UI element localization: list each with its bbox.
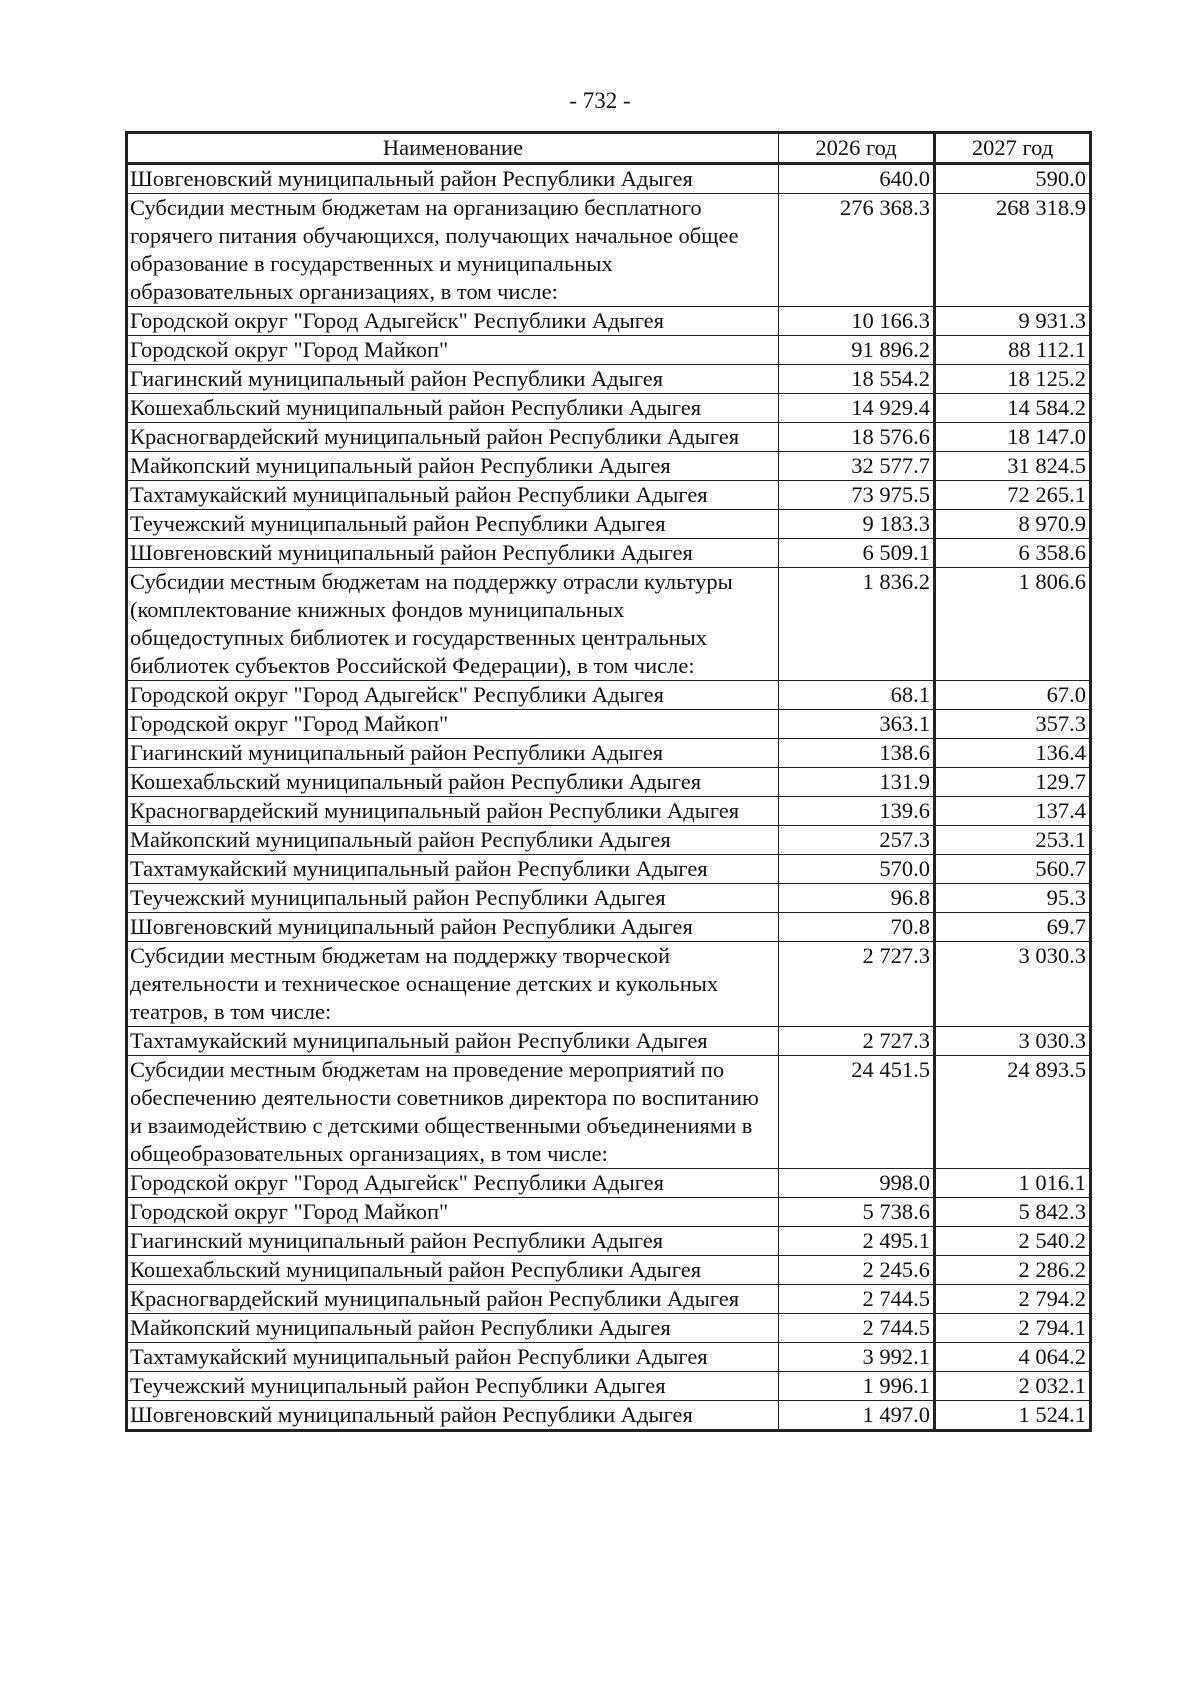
row-value-2027: 95.3 <box>935 884 1091 913</box>
row-name: Городской округ "Город Адыгейск" Республики Адыгея <box>127 1169 779 1198</box>
row-name: Майкопский муниципальный район Республики Адыгея <box>127 452 779 481</box>
row-value-2026: 998.0 <box>779 1169 935 1198</box>
table-row <box>127 1056 1091 1169</box>
row-value-2026: 2 744.5 <box>779 1314 935 1343</box>
row-value-2027: 8 970.9 <box>935 510 1091 539</box>
row-value-2027: 136.4 <box>935 739 1091 768</box>
table-row <box>127 1256 1091 1285</box>
table-row <box>127 539 1091 568</box>
row-value-2026: 9 183.3 <box>779 510 935 539</box>
table-row <box>127 394 1091 423</box>
row-name: Субсидии местным бюджетам на поддержку творческой деятельности и техническое оснащение детских и кукольных театров, в том числе: <box>127 942 779 1027</box>
row-name: Теучежский муниципальный район Республики Адыгея <box>127 1372 779 1401</box>
row-value-2026: 640.0 <box>779 164 935 194</box>
table-row <box>127 1314 1091 1343</box>
row-name: Кошехабльский муниципальный район Республики Адыгея <box>127 768 779 797</box>
row-value-2027: 357.3 <box>935 710 1091 739</box>
row-value-2026: 2 495.1 <box>779 1227 935 1256</box>
row-value-2026: 6 509.1 <box>779 539 935 568</box>
table-row <box>127 797 1091 826</box>
row-name: Шовгеновский муниципальный район Республики Адыгея <box>127 913 779 942</box>
row-name: Субсидии местным бюджетам на проведение мероприятий по обеспечению деятельности советников директора по воспитанию и взаимодействию с детскими общественными объединениями в общеобразовательных организациях, в том числе: <box>127 1056 779 1169</box>
row-name: Тахтамукайский муниципальный район Республики Адыгея <box>127 481 779 510</box>
row-name: Гиагинский муниципальный район Республики Адыгея <box>127 739 779 768</box>
row-value-2027: 2 286.2 <box>935 1256 1091 1285</box>
row-value-2027: 2 794.2 <box>935 1285 1091 1314</box>
row-value-2026: 70.8 <box>779 913 935 942</box>
row-value-2027: 88 112.1 <box>935 336 1091 365</box>
row-value-2027: 3 030.3 <box>935 1027 1091 1056</box>
row-value-2027: 14 584.2 <box>935 394 1091 423</box>
row-name: Городской округ "Город Адыгейск" Республики Адыгея <box>127 681 779 710</box>
row-value-2027: 2 794.1 <box>935 1314 1091 1343</box>
header-year-2027: 2027 год <box>935 133 1091 164</box>
table-row <box>127 710 1091 739</box>
row-value-2026: 14 929.4 <box>779 394 935 423</box>
row-value-2027: 18 147.0 <box>935 423 1091 452</box>
table-row <box>127 739 1091 768</box>
row-value-2027: 18 125.2 <box>935 365 1091 394</box>
row-value-2026: 18 576.6 <box>779 423 935 452</box>
row-name: Городской округ "Город Майкоп" <box>127 1198 779 1227</box>
row-value-2027: 31 824.5 <box>935 452 1091 481</box>
row-value-2027: 67.0 <box>935 681 1091 710</box>
table-row <box>127 336 1091 365</box>
row-value-2026: 1 996.1 <box>779 1372 935 1401</box>
header-row <box>127 133 1091 164</box>
row-value-2026: 24 451.5 <box>779 1056 935 1169</box>
row-value-2026: 2 727.3 <box>779 942 935 1027</box>
row-name: Кошехабльский муниципальный район Республики Адыгея <box>127 394 779 423</box>
row-value-2027: 590.0 <box>935 164 1091 194</box>
row-value-2027: 268 318.9 <box>935 194 1091 307</box>
row-name: Майкопский муниципальный район Республики Адыгея <box>127 1314 779 1343</box>
row-value-2027: 2 032.1 <box>935 1372 1091 1401</box>
row-name: Майкопский муниципальный район Республики Адыгея <box>127 826 779 855</box>
row-value-2026: 1 497.0 <box>779 1401 935 1431</box>
row-value-2026: 73 975.5 <box>779 481 935 510</box>
row-value-2026: 96.8 <box>779 884 935 913</box>
row-value-2026: 2 727.3 <box>779 1027 935 1056</box>
row-value-2027: 253.1 <box>935 826 1091 855</box>
row-value-2026: 2 245.6 <box>779 1256 935 1285</box>
row-value-2027: 1 524.1 <box>935 1401 1091 1431</box>
row-value-2027: 3 030.3 <box>935 942 1091 1027</box>
row-value-2027: 1 806.6 <box>935 568 1091 681</box>
row-value-2026: 570.0 <box>779 855 935 884</box>
row-value-2026: 10 166.3 <box>779 307 935 336</box>
row-value-2027: 560.7 <box>935 855 1091 884</box>
row-value-2026: 91 896.2 <box>779 336 935 365</box>
table-row <box>127 194 1091 307</box>
table-row <box>127 481 1091 510</box>
table-header <box>127 133 1091 164</box>
page-number: - 732 - <box>569 88 631 113</box>
table-row <box>127 1027 1091 1056</box>
row-value-2026: 276 368.3 <box>779 194 935 307</box>
row-name: Красногвардейский муниципальный район Республики Адыгея <box>127 797 779 826</box>
table-row <box>127 1227 1091 1256</box>
row-name: Шовгеновский муниципальный район Республики Адыгея <box>127 164 779 194</box>
row-value-2026: 3 992.1 <box>779 1343 935 1372</box>
row-value-2027: 9 931.3 <box>935 307 1091 336</box>
table-row <box>127 942 1091 1027</box>
row-value-2026: 5 738.6 <box>779 1198 935 1227</box>
row-value-2026: 2 744.5 <box>779 1285 935 1314</box>
row-value-2026: 257.3 <box>779 826 935 855</box>
row-name: Гиагинский муниципальный район Республики Адыгея <box>127 365 779 394</box>
table-row <box>127 423 1091 452</box>
row-name: Гиагинский муниципальный район Республики Адыгея <box>127 1227 779 1256</box>
budget-table <box>125 131 1092 1432</box>
table-row <box>127 452 1091 481</box>
row-value-2027: 69.7 <box>935 913 1091 942</box>
header-year-2026: 2026 год <box>779 133 935 164</box>
row-name: Кошехабльский муниципальный район Республики Адыгея <box>127 1256 779 1285</box>
row-value-2026: 32 577.7 <box>779 452 935 481</box>
row-value-2027: 24 893.5 <box>935 1056 1091 1169</box>
row-value-2027: 5 842.3 <box>935 1198 1091 1227</box>
table-row <box>127 307 1091 336</box>
table-row <box>127 884 1091 913</box>
row-name: Городской округ "Город Майкоп" <box>127 710 779 739</box>
table-row <box>127 913 1091 942</box>
row-name: Тахтамукайский муниципальный район Республики Адыгея <box>127 1027 779 1056</box>
row-value-2027: 137.4 <box>935 797 1091 826</box>
header-name: Наименование <box>127 133 779 164</box>
table-row <box>127 826 1091 855</box>
table-row <box>127 1343 1091 1372</box>
row-name: Субсидии местным бюджетам на организацию бесплатного горячего питания обучающихся, получающих начальное общее образование в государственных и муниципальных образовательных организациях, в том числе: <box>127 194 779 307</box>
row-name: Шовгеновский муниципальный район Республики Адыгея <box>127 1401 779 1431</box>
row-name: Тахтамукайский муниципальный район Республики Адыгея <box>127 1343 779 1372</box>
row-value-2026: 68.1 <box>779 681 935 710</box>
row-name: Красногвардейский муниципальный район Республики Адыгея <box>127 423 779 452</box>
row-name: Красногвардейский муниципальный район Республики Адыгея <box>127 1285 779 1314</box>
row-name: Городской округ "Город Адыгейск" Республики Адыгея <box>127 307 779 336</box>
row-value-2026: 1 836.2 <box>779 568 935 681</box>
table-row <box>127 365 1091 394</box>
table-row <box>127 768 1091 797</box>
row-value-2026: 18 554.2 <box>779 365 935 394</box>
row-name: Тахтамукайский муниципальный район Республики Адыгея <box>127 855 779 884</box>
row-value-2026: 138.6 <box>779 739 935 768</box>
row-value-2027: 72 265.1 <box>935 481 1091 510</box>
row-name: Теучежский муниципальный район Республики Адыгея <box>127 884 779 913</box>
row-value-2026: 363.1 <box>779 710 935 739</box>
table-row <box>127 681 1091 710</box>
table-body <box>127 164 1091 1431</box>
row-name: Шовгеновский муниципальный район Республики Адыгея <box>127 539 779 568</box>
row-name: Субсидии местным бюджетам на поддержку отрасли культуры (комплектование книжных фондов муниципальных общедоступных библиотек и государственных центральных библиотек субъектов Российской Федерации), в том числе: <box>127 568 779 681</box>
row-name: Теучежский муниципальный район Республики Адыгея <box>127 510 779 539</box>
table-row <box>127 1372 1091 1401</box>
table-row <box>127 164 1091 194</box>
table-row <box>127 1169 1091 1198</box>
row-value-2026: 131.9 <box>779 768 935 797</box>
table-row <box>127 1285 1091 1314</box>
table-row <box>127 510 1091 539</box>
row-value-2027: 6 358.6 <box>935 539 1091 568</box>
table-row <box>127 1401 1091 1431</box>
row-value-2027: 4 064.2 <box>935 1343 1091 1372</box>
row-value-2027: 1 016.1 <box>935 1169 1091 1198</box>
row-name: Городской округ "Город Майкоп" <box>127 336 779 365</box>
row-value-2026: 139.6 <box>779 797 935 826</box>
table-row <box>127 1198 1091 1227</box>
table-row <box>127 568 1091 681</box>
table-row <box>127 855 1091 884</box>
row-value-2027: 129.7 <box>935 768 1091 797</box>
row-value-2027: 2 540.2 <box>935 1227 1091 1256</box>
